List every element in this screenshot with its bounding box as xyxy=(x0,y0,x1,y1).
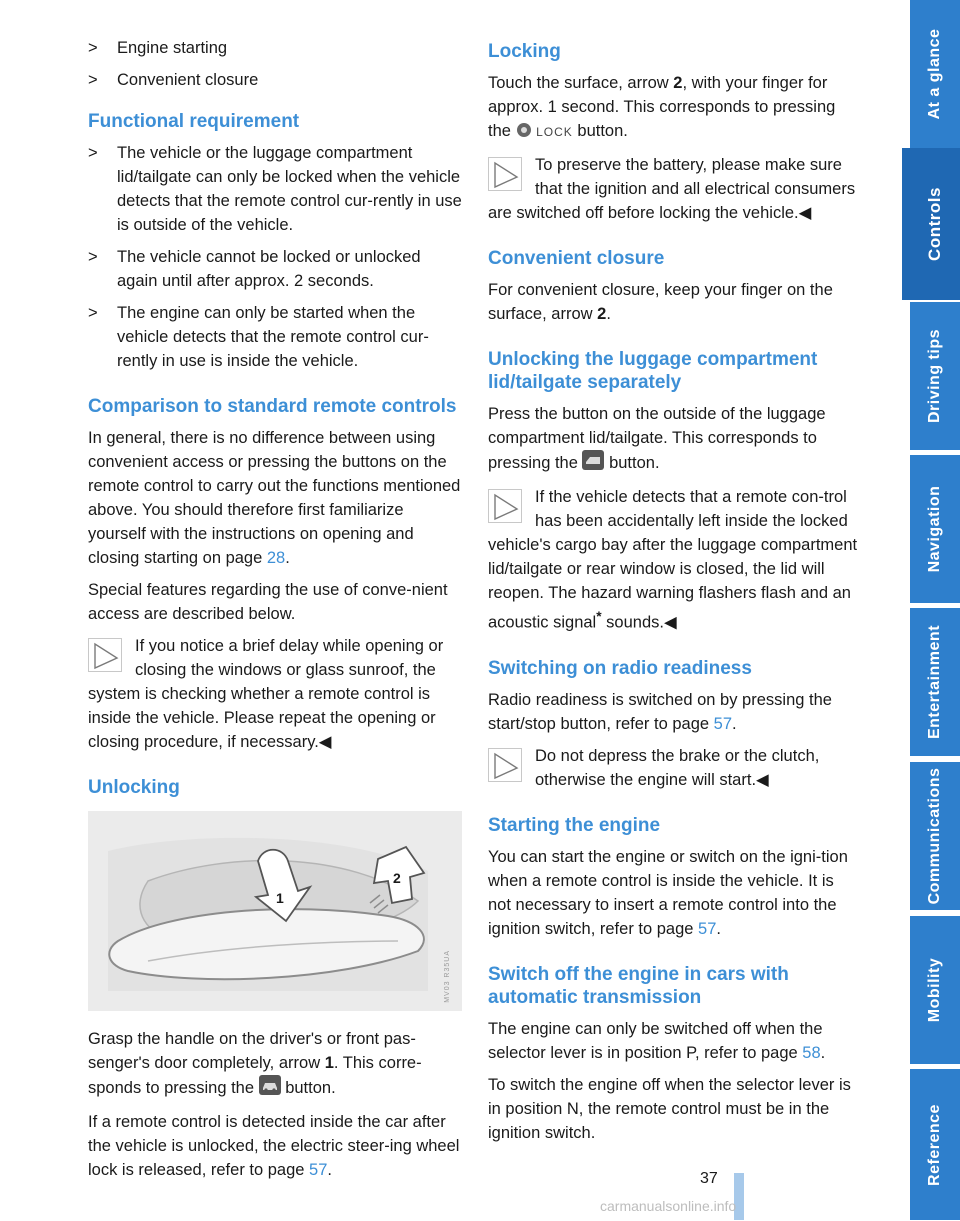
heading-locking: Locking xyxy=(488,41,561,62)
list-item: > The engine can only be started when the vehicle detects that the remote control cur-rently in use is inside the vehicle. xyxy=(88,304,429,370)
tab-driving-tips[interactable]: Driving tips xyxy=(910,302,960,451)
page-link-57[interactable]: 57 xyxy=(713,714,732,733)
note-arrow-icon xyxy=(488,489,522,523)
paragraph: For convenient closure, keep your finger on the surface, arrow 2. xyxy=(488,281,833,323)
page-link-58[interactable]: 58 xyxy=(802,1043,821,1062)
image-watermark: MV03 R35UA xyxy=(444,950,451,1003)
note-block: To preserve the battery, please make sure that the ignition and all electrical consumers are switched off before locking the vehicle.◀ xyxy=(488,156,856,222)
paragraph: Radio readiness is switched on by pressing the start/stop button, refer to page 57. xyxy=(488,690,832,733)
note-block: If the vehicle detects that a remote con-trol has been accidentally left inside the locked vehicle's cargo bay after the luggage compartment lid/tailgate or rear window is closed, the lid will reopen. The hazard warning flashers flash and an acoustic signal* sounds.◀ xyxy=(488,488,858,632)
active-tab-indicator xyxy=(902,148,910,300)
paragraph: The engine can only be switched off when the selector lever is in position P, refer to page 58. xyxy=(488,1019,826,1062)
page-number: 37 xyxy=(700,1170,718,1187)
left-column xyxy=(88,36,462,1190)
note-arrow-icon xyxy=(488,157,522,191)
heading-functional-requirement: Functional requirement xyxy=(88,111,300,132)
note-block: If you notice a brief delay while opening or closing the windows or glass sunroof, the system is checking whether a remote control is inside the vehicle. Please repeat the opening or closing procedure, if necessary.◀ xyxy=(88,637,444,751)
lock-button-icon xyxy=(516,121,532,145)
door-handle-illustration xyxy=(88,811,462,1011)
heading-starting-engine: Starting the engine xyxy=(488,814,661,836)
car-unlock-icon xyxy=(259,1075,281,1102)
paragraph: Special features regarding the use of conve-nient access are described below. xyxy=(88,581,448,623)
tab-entertainment[interactable]: Entertainment xyxy=(910,608,960,757)
tab-reference[interactable]: Reference xyxy=(910,1069,960,1221)
paragraph: In general, there is no difference between using convenient access or pressing the buttons on the remote control to carry out the functions mentioned above. You should therefore first familiarize yourself with the instructions on opening and closing starting on page 28. xyxy=(88,429,461,567)
arrow-2-label: 2 xyxy=(393,870,401,886)
heading-comparison: Comparison to standard remote controls xyxy=(88,396,457,417)
note-arrow-icon xyxy=(488,748,522,782)
note-arrow-icon xyxy=(88,638,122,672)
paragraph: To switch the engine off when the selector lever is in position N, the remote control must be in the ignition switch. xyxy=(488,1075,851,1142)
tab-at-a-glance[interactable]: At a glance xyxy=(910,0,960,149)
page-link-57[interactable]: 57 xyxy=(309,1161,328,1179)
heading-radio-readiness: Switching on radio readiness xyxy=(488,657,752,679)
arrow-1-label: 1 xyxy=(276,890,284,906)
heading-unlocking-luggage: Unlocking the luggage compartment lid/tailgate separately xyxy=(488,349,818,393)
lock-label: LOCK xyxy=(536,125,573,139)
tab-mobility[interactable]: Mobility xyxy=(910,916,960,1065)
paragraph: You can start the engine or switch on the igni-tion when a remote control is inside the vehicle. It is not necessary to insert a remote control into the ignition switch, refer to page 57. xyxy=(488,847,848,938)
page-link-28[interactable]: 28 xyxy=(266,549,286,567)
paragraph: If a remote control is detected inside the car after the vehicle is unlocked, the electric steer-ing wheel lock is released, refer to page 57. xyxy=(88,1113,460,1179)
chapter-sidebar xyxy=(910,0,960,1220)
heading-switch-off-engine: Switch off the engine in cars with automatic transmission xyxy=(488,963,789,1008)
optional-equipment-star: * xyxy=(596,609,602,624)
tab-communications[interactable]: Communications xyxy=(910,762,960,911)
tab-navigation[interactable]: Navigation xyxy=(910,455,960,604)
trunk-icon xyxy=(582,450,604,477)
paragraph: Touch the surface, arrow 2, with your finger for approx. 1 second. This corresponds to pressing the LOCK button. xyxy=(488,71,860,145)
heading-unlocking: Unlocking xyxy=(88,777,180,798)
note-block: Do not depress the brake or the clutch, otherwise the engine will start.◀ xyxy=(488,744,860,792)
tab-controls[interactable]: Controls xyxy=(910,148,960,301)
list-item: > Convenient closure xyxy=(88,71,259,89)
list-item: > The vehicle cannot be locked or unlocked again until after approx. 2 seconds. xyxy=(88,248,421,290)
paragraph: Grasp the handle on the driver's or front pas-senger's door completely, arrow 1. This corre-sponds to pressing the button. xyxy=(88,1027,462,1102)
paragraph: Press the button on the outside of the luggage compartment lid/tailgate. This corresponds to pressing the button. xyxy=(488,402,860,477)
right-column xyxy=(488,36,860,1153)
page-link-57[interactable]: 57 xyxy=(698,919,717,938)
list-item: > The vehicle or the luggage compartment lid/tailgate can only be locked when the vehicle detects that the remote control cur-rently in use is outside of the vehicle. xyxy=(88,144,462,234)
list-item: > Engine starting xyxy=(88,39,228,57)
heading-convenient-closure: Convenient closure xyxy=(488,248,665,269)
footer-watermark: carmanualsonline.info xyxy=(600,1198,737,1214)
